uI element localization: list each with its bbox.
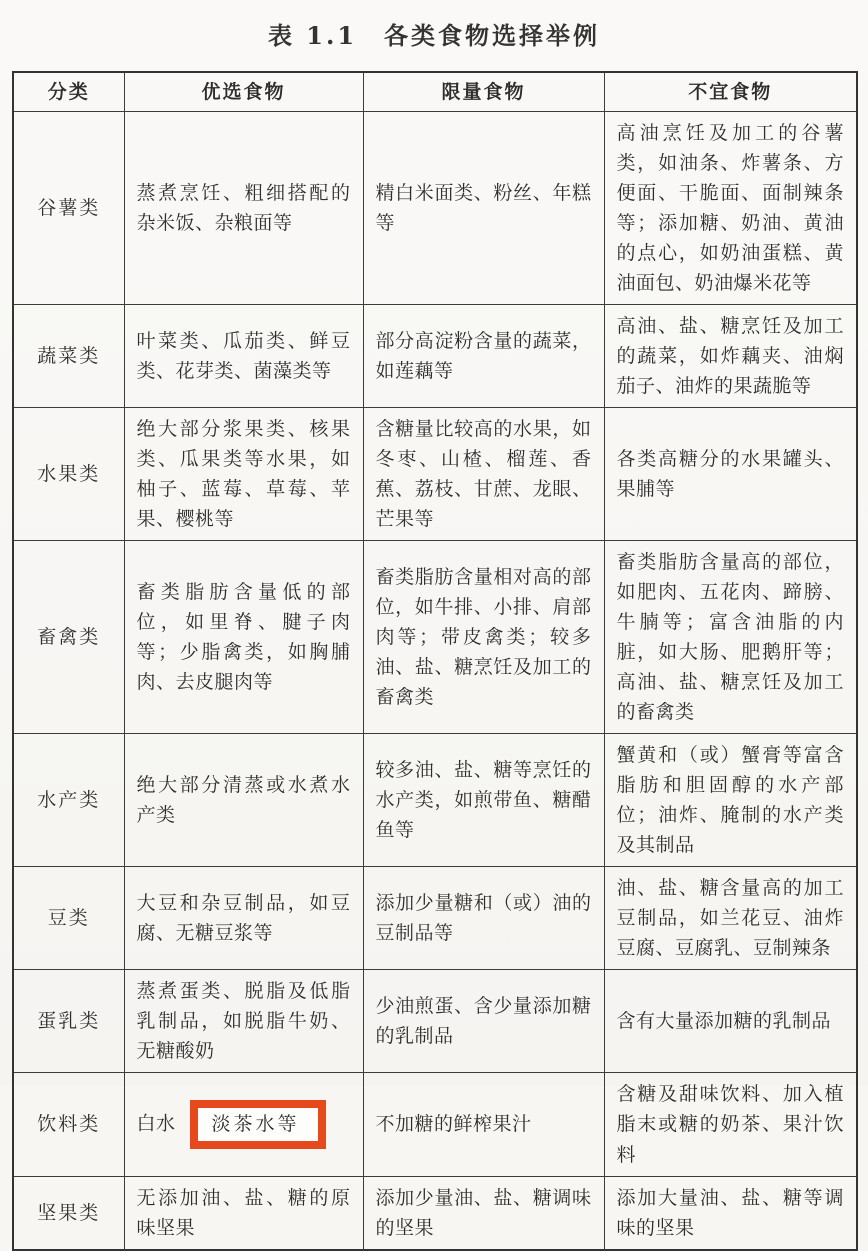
table-row [13,1176,857,1250]
preferred-cell: 畜类脂肪含量低的部位，如里脊、腱子肉等；少脂禽类，如胸脯肉、去皮腿肉等 [124,541,363,734]
table-row [13,541,857,734]
category-cell: 谷薯类 [13,112,124,305]
header-limited: 限量食物 [363,72,604,112]
preferred-cell: 大豆和杂豆制品，如豆腐、无糖豆浆等 [124,867,363,970]
limited-cell: 不加糖的鲜榨果汁 [363,1073,604,1176]
limited-cell: 畜类脂肪含量相对高的部位，如牛排、小排、肩部肉等；带皮禽类；较多油、盐、糖烹饪及加工的畜禽类 [363,541,604,734]
category-cell: 豆类 [13,867,124,970]
table-title: 表 1.1 各类食物选择举例 [267,21,601,50]
header-category: 分类 [13,72,124,112]
category-cell: 饮料类 [13,1073,124,1176]
preferred-cell: 绝大部分清蒸或水煮水产类 [124,734,363,867]
table-header-row [13,72,857,112]
preferred-cell: 绝大部分浆果类、核果类、瓜果类等水果，如柚子、蓝莓、草莓、苹果、樱桃等 [124,408,363,541]
preferred-cell: 无添加油、盐、糖的原味坚果 [124,1176,363,1250]
table-row [13,112,857,305]
drinks-preferred-text: 白水 [136,1112,176,1135]
table-row [13,305,857,408]
preferred-cell: 蒸煮烹饪、粗细搭配的杂米饭、杂粮面等 [124,112,363,305]
avoid-cell: 畜类脂肪含量高的部位，如肥肉、五花肉、蹄膀、牛腩等；富含油脂的内脏，如大肠、肥鹅肝等；高油、盐、糖烹饪及加工的畜禽类 [604,541,857,734]
table-row [13,408,857,541]
limited-cell: 较多油、盐、糖等烹饪的水产类，如煎带鱼、糖醋鱼等 [363,734,604,867]
table-row [13,734,857,867]
food-selection-table [12,71,858,1251]
preferred-cell: 叶菜类、瓜茄类、鲜豆类、花芽类、菌藻类等 [124,305,363,408]
category-cell: 水产类 [13,734,124,867]
category-cell: 畜禽类 [13,541,124,734]
category-cell: 坚果类 [13,1176,124,1250]
highlight-box: 淡茶水等 [190,1100,326,1149]
table-row [13,970,857,1073]
category-cell: 蛋乳类 [13,970,124,1073]
table-row [13,867,857,970]
category-cell: 蔬菜类 [13,305,124,408]
avoid-cell: 添加大量油、盐、糖等调味的坚果 [604,1176,857,1250]
avoid-cell: 高油、盐、糖烹饪及加工的蔬菜，如炸藕夹、油焖茄子、油炸的果蔬脆等 [604,305,857,408]
avoid-cell: 含有大量添加糖的乳制品 [604,970,857,1073]
preferred-cell [124,1073,363,1176]
header-preferred: 优选食物 [124,72,363,112]
preferred-cell: 蒸煮蛋类、脱脂及低脂乳制品，如脱脂牛奶、无糖酸奶 [124,970,363,1073]
table-row-drinks [13,1073,857,1176]
avoid-cell: 各类高糖分的水果罐头、果脯等 [604,408,857,541]
limited-cell: 部分高淀粉含量的蔬菜，如莲藕等 [363,305,604,408]
category-cell: 水果类 [13,408,124,541]
avoid-cell: 高油烹饪及加工的谷薯类，如油条、炸薯条、方便面、干脆面、面制辣条等；添加糖、奶油、黄油的点心，如奶油蛋糕、黄油面包、奶油爆米花等 [604,112,857,305]
limited-cell: 添加少量糖和（或）油的豆制品等 [363,867,604,970]
limited-cell: 添加少量油、盐、糖调味的坚果 [363,1176,604,1250]
avoid-cell: 油、盐、糖含量高的加工豆制品，如兰花豆、油炸豆腐、豆腐乳、豆制辣条 [604,867,857,970]
avoid-cell: 含糖及甜味饮料、加入植脂末或糖的奶茶、果汁饮料 [604,1073,857,1176]
limited-cell: 含糖量比较高的水果，如冬枣、山楂、榴莲、香蕉、荔枝、甘蔗、龙眼、芒果等 [363,408,604,541]
header-avoid: 不宜食物 [604,72,857,112]
avoid-cell: 蟹黄和（或）蟹膏等富含脂肪和胆固醇的水产部位；油炸、腌制的水产类及其制品 [604,734,857,867]
limited-cell: 精白米面类、粉丝、年糕等 [363,112,604,305]
limited-cell: 少油煎蛋、含少量添加糖的乳制品 [363,970,604,1073]
